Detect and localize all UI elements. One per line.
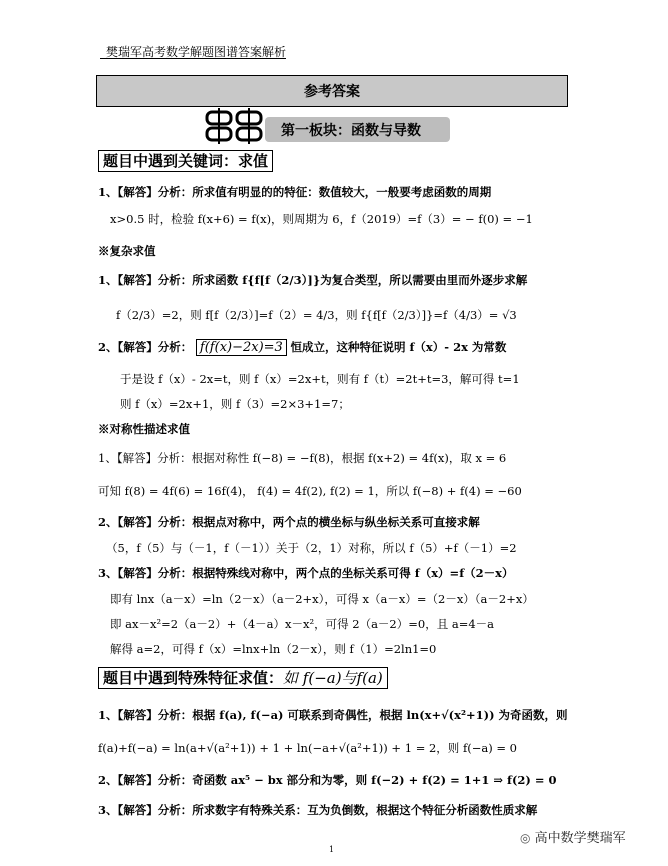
sub2-line-5: 3、【解答】分析：根据特殊线对称中，两个点的坐标关系可得 f（x）=f（2－x）: [98, 566, 514, 580]
sub1-line-2: f（2/3）=2，则 f[f（2/3）]=f（2）= 4/3，则 f{f[f（2/3）]}=f（4/3）= √3: [116, 308, 517, 322]
block-title-banner: [265, 117, 450, 142]
s2-line-2: f(a)+f(−a) = ln(a+√(a²+1)) + 1 + ln(−a+√(a²+1)) + 1 = 2，则 f(−a) = 0: [98, 741, 517, 755]
section2-title-suffix: 如 f(−a)与f(a): [283, 669, 383, 687]
s2-line-4: 3、【解答】分析：所求数字有特殊关系：互为负倒数，根据这个特征分析函数性质求解: [98, 803, 538, 817]
section2-title: 题目中遇到特殊特征求值：: [103, 669, 284, 687]
section2-title-box: [98, 667, 388, 689]
wechat-icon: ◎: [520, 831, 531, 845]
sub1-line-3: [98, 339, 506, 355]
sub2-line-2: 可知 f(8) = 4f(6) = 16f(4)， f(4) = 4f(2), f(2) = 1，所以 f(−8) + f(4) = −60: [98, 484, 522, 498]
s1-line-1: 1、【解答】分析：所求值有明显的的特征：数值较大，一般要考虑函数的周期: [98, 185, 492, 199]
sub1-line-3-rest: 恒成立，这种特征说明 f（x）- 2x 为常数: [290, 340, 507, 354]
sub2-title: ※对称性描述求值: [98, 422, 190, 436]
sub1-title: ※复杂求值: [98, 244, 156, 258]
s2-line-3: 2、【解答】分析：奇函数 ax⁵ − bx 部分和为零，则 f(−2) + f(2) = 1+1 ⇒ f(2) = 0: [98, 773, 557, 787]
sub1-line-5: 则 f（x）=2x+1，则 f（3）=2×3+1=7；: [120, 397, 350, 411]
sub1-line-1: 1、【解答】分析：所求函数 f{f[f（2/3）]}为复合类型，所以需要由里而外逐步求解: [98, 273, 528, 287]
answer-title-box: [96, 75, 568, 107]
page-number: 1: [329, 845, 335, 854]
block-title: 第一板块：函数与导数: [281, 122, 421, 139]
sub2-line-8: 解得 a=2，可得 f（x）=lnx+ln（2－x），则 f（1）=2ln1=0: [110, 642, 437, 656]
header-underline: [100, 58, 286, 59]
sub2-line-4: （5，f（5）与（－1，f（－1））关于（2，1）对称，所以 f（5）+f（－1）=2: [106, 541, 517, 555]
sub2-line-6: 即有 lnx（a－x）=ln（2－x）（a－2+x），可得 x（a－x）=（2－x）（a－2+x）: [110, 592, 534, 606]
sub1-line-3-label: 2、【解答】分析：: [98, 340, 193, 354]
answer-title: 参考答案: [304, 84, 360, 100]
watermark-text: 高中数学樊瑞军: [534, 831, 626, 846]
watermark: [520, 827, 626, 846]
section1-title: 题目中遇到关键词：求值: [98, 150, 273, 172]
sub2-line-3: 2、【解答】分析：根据点对称中，两个点的横坐标与纵坐标关系可直接求解: [98, 515, 480, 529]
sub2-line-7: 即 ax－x²=2（a－2）+（4－a）x－x²，可得 2（a－2）=0，且 a=4－a: [110, 617, 495, 631]
section1-heading: [98, 150, 273, 171]
s2-line-1: 1、【解答】分析：根据 f(a), f(−a) 可联系到奇偶性，根据 ln(x+√(x²+1)) 为奇函数，则: [98, 708, 568, 722]
header-title: 樊瑞军高考数学解题图谱答案解析: [106, 45, 287, 59]
sub1-boxed-equation: f(f(x)−2x)=3: [196, 339, 287, 356]
sub1-line-4: 于是设 f（x）- 2x=t，则 f（x）=2x+t，则有 f（t）=2t+t=3，解可得 t=1: [120, 372, 520, 386]
block-logo-icon: [205, 108, 267, 144]
s1-line-2: x>0.5 时，检验 f(x+6) = f(x)，则周期为 6，f（2019）=f（3）= − f(0) = −1: [110, 212, 533, 226]
sub2-line-1: 1、【解答】分析：根据对称性 f(−8) = −f(8)，根据 f(x+2) = 4f(x)，取 x = 6: [98, 451, 507, 465]
section2-heading: [98, 667, 388, 688]
